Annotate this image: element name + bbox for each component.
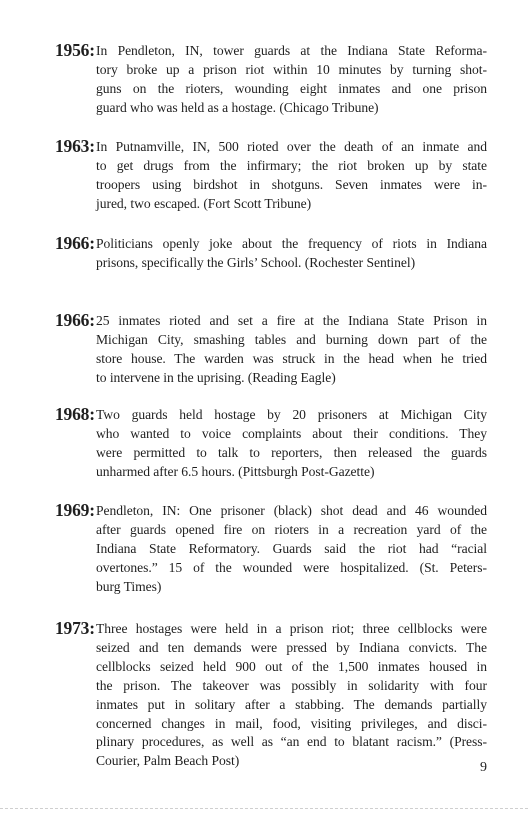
text-line: Indiana State Reformatory. Guards said the riot had “racial (96, 540, 487, 556)
entry-text (96, 502, 487, 597)
entry-text (96, 42, 487, 118)
timeline-entry-1956 (55, 42, 487, 118)
text-line: guard who was held as a hostage. (Chicago Tribune) (96, 99, 379, 115)
text-line: unharmed after 6.5 hours. (Pittsburgh Post-Gazette) (96, 463, 375, 479)
text-line: Politicians openly joke about the frequency of riots in Indiana (96, 236, 487, 251)
entry-year: 1968: (55, 404, 95, 424)
entry-year: 1966: (55, 310, 95, 330)
text-line: to get drugs from the infirmary; the riot broken up by state (96, 157, 487, 173)
text-line: In Pendleton, IN, tower guards at the Indiana State Reforma- (96, 43, 487, 58)
entry-year: 1963: (55, 136, 95, 156)
text-line: guns on the rioters, wounding eight inmates and one prison (96, 80, 487, 96)
text-line: after guards opened fire on rioters in a recreation yard of the (96, 521, 487, 537)
page-edge-divider (0, 808, 528, 810)
text-line: Courier, Palm Beach Post) (96, 753, 240, 769)
timeline-entry-1973 (55, 620, 487, 771)
text-line: the prison. The takeover was possibly in solidarity with four (96, 677, 487, 693)
text-line: store house. The warden was struck in the head when he tried (96, 350, 487, 366)
text-line: who wanted to voice complaints about their conditions. They (96, 425, 487, 441)
text-line: overtones.” 15 of the wounded were hospitalized. (St. Peters- (96, 559, 487, 575)
text-line: troopers using birdshot in shotguns. Seven inmates were in- (96, 176, 487, 192)
page-number: 9 (480, 760, 487, 775)
text-line: inmates put in solitary after a stabbing. The demands partially (96, 696, 487, 712)
timeline-entry-1966-b (55, 312, 487, 388)
entry-text (96, 138, 487, 214)
timeline-entry-1963 (55, 138, 487, 214)
text-line: concerned changes in mail, food, visiting privileges, and disci- (96, 715, 487, 731)
entry-year: 1969: (55, 500, 95, 520)
text-line: to intervene in the uprising. (Reading Eagle) (96, 369, 336, 385)
entry-year: 1966: (55, 233, 95, 253)
text-line: 25 inmates rioted and set a fire at the Indiana State Prison in (96, 313, 487, 328)
entry-text (96, 312, 487, 388)
entry-text (96, 620, 487, 771)
timeline-entry-1969 (55, 502, 487, 597)
text-line: In Putnamville, IN, 500 rioted over the death of an inmate and (96, 139, 487, 154)
entry-text (96, 235, 487, 273)
text-line: Pendleton, IN: One prisoner (black) shot dead and 46 wounded (96, 503, 487, 518)
timeline-entry-1966-a (55, 235, 487, 273)
text-line: Two guards held hostage by 20 prisoners at Michigan City (96, 407, 487, 422)
text-line: burg Times) (96, 578, 162, 594)
text-line: prisons, specifically the Girls’ School. (Rochester Sentinel) (96, 254, 416, 270)
text-line: seized and ten demands were pressed by Indiana convicts. The (96, 639, 487, 655)
text-line: Michigan City, smashing tables and burning down part of the (96, 331, 487, 347)
text-line: cellblocks seized held 900 out of the 1,500 inmates housed in (96, 658, 487, 674)
text-line: tory broke up a prison riot within 10 minutes by turning shot- (96, 61, 487, 77)
entry-year: 1956: (55, 40, 95, 60)
timeline-entry-1968 (55, 406, 487, 482)
text-line: Three hostages were held in a prison riot; three cellblocks were (96, 621, 487, 636)
text-line: were permitted to talk to reporters, then released the guards (96, 444, 487, 460)
entry-text (96, 406, 487, 482)
entry-year: 1973: (55, 618, 95, 638)
text-line: jured, two escaped. (Fort Scott Tribune) (96, 195, 312, 211)
text-line: plinary procedures, as well as “an end to blatant racism.” (Press- (96, 734, 487, 750)
